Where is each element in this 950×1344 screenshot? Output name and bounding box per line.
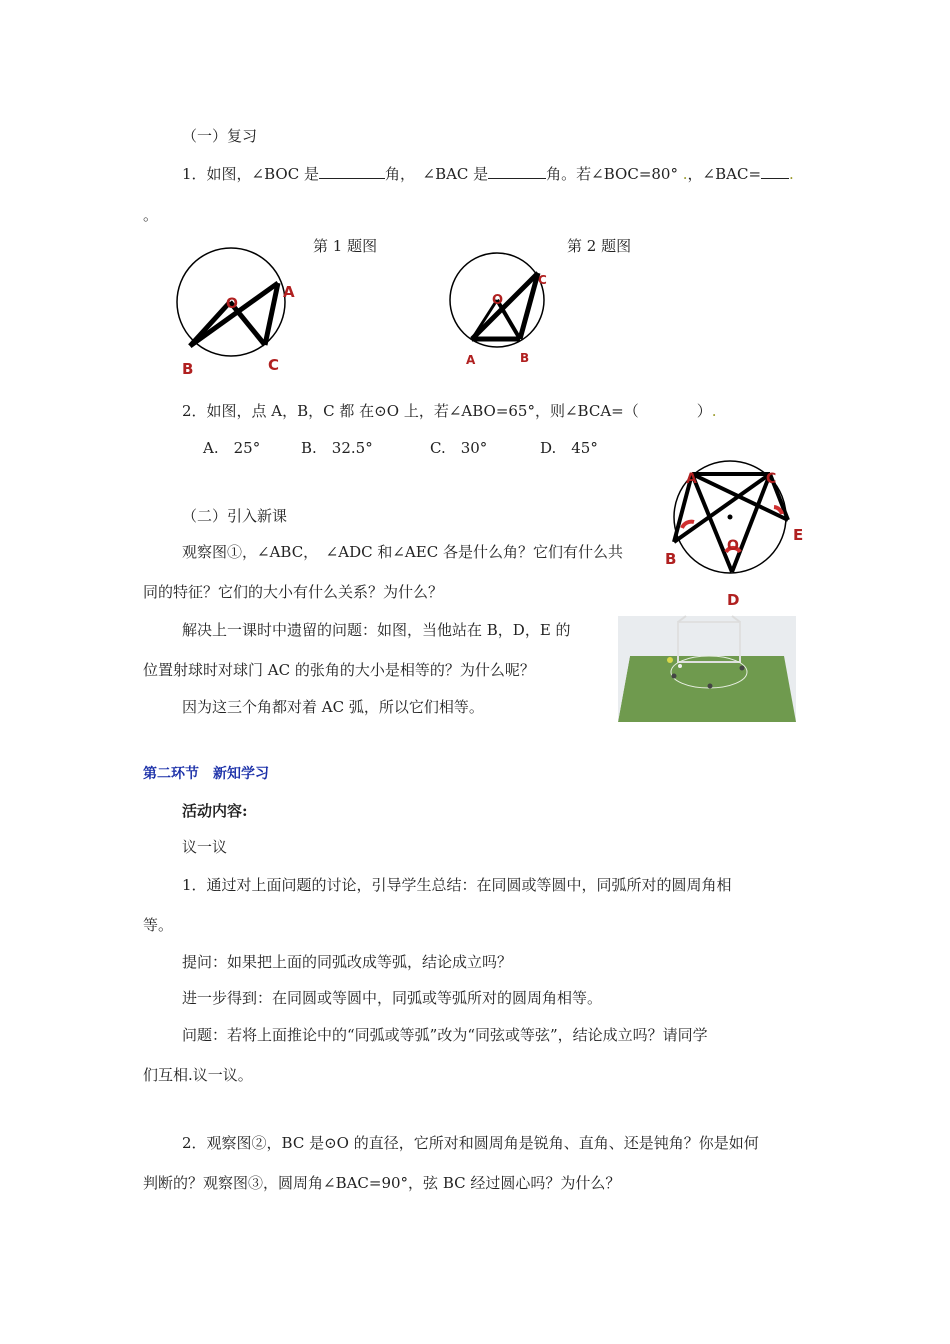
intro-p1-line1: 观察图①，∠ABC， ∠ADC 和∠AEC 各是什么角？它们有什么共 [182, 543, 623, 561]
discuss-label: 议一议 [182, 838, 228, 856]
section2-p1-line2: 等。 [143, 916, 174, 934]
fig1-label-o: O [226, 296, 238, 312]
ball [678, 664, 682, 668]
intro-p3: 因为这三个角都对着 AC 弧，所以它们相等。 [182, 698, 484, 716]
fig3-label-c: C [766, 471, 777, 487]
activity-label: 活动内容: [182, 802, 248, 820]
fig1-label-b: B [182, 360, 194, 378]
q2-option-c: C. 30° [430, 439, 488, 457]
figure-3 [662, 462, 812, 612]
fig1-caption: 第 1 题图 [313, 237, 378, 255]
fig2-caption: 第 2 题图 [567, 237, 632, 255]
intro-p2-line2: 位置射球时对球门 AC 的张角的大小是相等的？为什么呢？ [143, 661, 535, 679]
q2-option-b: B. 32.5° [301, 439, 373, 457]
fig3-label-a: A [686, 471, 697, 487]
q2-option-a: A. 25° [203, 439, 261, 457]
q2-option-d: D. 45° [540, 439, 598, 457]
q1-text-c: ∠BAC 是 [422, 165, 489, 183]
fig2-label-a: A [466, 353, 476, 367]
fig3-label-e: E [793, 526, 804, 544]
player-2 [672, 674, 677, 679]
soccer-field-photo [618, 616, 796, 722]
section2-question-line2: 们互相.议一议。 [143, 1066, 253, 1084]
q1-blank-1 [319, 164, 385, 179]
q1-text-e: ，∠BAC= [687, 165, 762, 183]
fig3-label-d: D [727, 591, 740, 609]
q1-dot-2: . [789, 165, 794, 183]
intro-p1-line2: 同的特征？它们的大小有什么关系？为什么？ [143, 583, 444, 601]
intro-heading: （二）引入新课 [182, 507, 288, 525]
player-1 [667, 657, 673, 663]
section2-further: 进一步得到：在同圆或等圆中，同弧或等弧所对的圆周角相等。 [182, 989, 603, 1007]
fig3-center-dot [728, 515, 733, 520]
review-heading: （一）复习 [182, 127, 258, 145]
q1-text-d: 角。若∠BOC=80° [546, 165, 678, 183]
question-2: 2．如图，点 A，B，C 都 在⊙O 上，若∠ABO=65°，则∠BCA=（ ）. [182, 402, 717, 420]
section2-p1-line1: 1．通过对上面问题的讨论，引导学生总结：在同圆或等圆中，同弧所对的圆周角相 [182, 876, 732, 894]
fig1-label-c: C [268, 356, 280, 374]
q2-close: ） [696, 402, 712, 420]
fig2-label-c: C [538, 273, 547, 287]
fig2-label-b: B [520, 351, 530, 365]
q1-blank-3 [761, 164, 789, 179]
field-grass [618, 656, 796, 722]
fig3-label-b: B [665, 550, 677, 568]
q1-text-b: 角， [384, 165, 408, 183]
section2-question-line1: 问题：若将上面推论中的“同弧或等弧”改为“同弦或等弦”，结论成立吗？请同学 [182, 1026, 708, 1044]
fig2-label-o: O [492, 293, 504, 308]
section2-title: 第二环节 新知学习 [143, 766, 269, 782]
q1-text-a: 1．如图，∠BOC 是 [182, 165, 319, 183]
q1-dot: . [682, 165, 688, 183]
section2-ask: 提问：如果把上面的同弧改成等弧，结论成立吗？ [182, 953, 513, 971]
intro-p2-line1: 解决上一课时中遗留的问题：如图，当他站在 B，D，E 的 [182, 621, 571, 639]
section2-p2-line2: 判断的？观察图③，圆周角∠BAC=90°，弦 BC 经过圆心吗？为什么？ [143, 1174, 621, 1192]
q1-end: 。 [143, 206, 159, 224]
section2-p2-line1: 2．观察图②，BC 是⊙O 的直径，它所对和圆周角是锐角、直角、还是钝角？你是如何 [182, 1134, 759, 1152]
figure-1 [170, 250, 320, 380]
q1-blank-2 [488, 164, 546, 179]
fig1-label-a: A [283, 283, 295, 301]
figure-2 [440, 250, 560, 370]
player-3 [708, 684, 713, 689]
question-1 [182, 164, 794, 184]
q2-text: 2．如图，点 A，B，C 都 在⊙O 上，若∠ABO=65°，则∠BCA=（ [182, 402, 639, 420]
player-4 [740, 666, 745, 671]
fig3-label-o: O [727, 538, 739, 554]
